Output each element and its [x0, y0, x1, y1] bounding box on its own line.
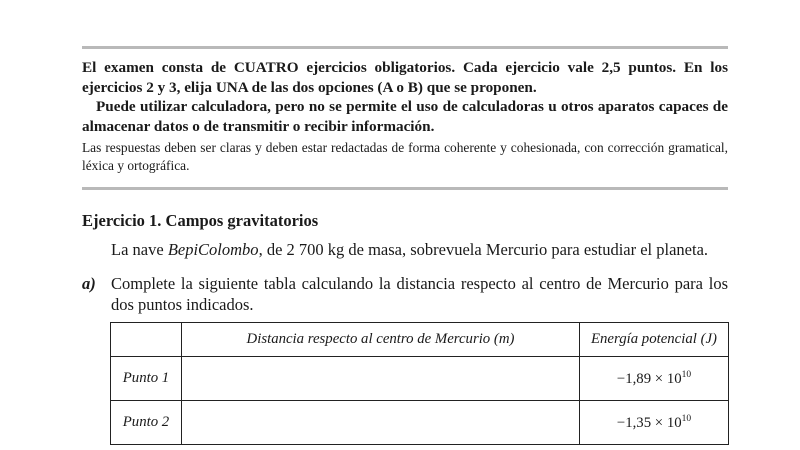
exam-instructions [82, 58, 728, 175]
row-label: Punto 2 [111, 401, 182, 445]
instructions-structure: El examen consta de CUATRO ejercicios obligatorios. Cada ejercicio vale 2,5 puntos. En los ejercicios 2 y 3, elija UNA de las dos opciones (A o B) que se proponen. [82, 59, 728, 96]
distance-cell [182, 357, 580, 401]
energy-exponent: 10 [681, 413, 692, 424]
energy-cell [580, 401, 729, 445]
intro-prefix: La nave [111, 240, 168, 259]
table-row [111, 357, 729, 401]
energy-exponent: 10 [681, 369, 692, 380]
instructions-calculator: Puede utilizar calculadora, pero no se permite el uso de calculadoras u otros aparatos capaces de almacenar datos o de transmitir o recibir información. [82, 98, 728, 135]
distance-cell [182, 401, 580, 445]
ship-name: BepiColombo [167, 240, 259, 259]
instructions-writing: Las respuestas deben ser claras y deben estar redactadas de forma coherente y cohesionada, con corrección gramatical, léxica y ortográfica. [82, 140, 728, 173]
top-divider [82, 46, 728, 49]
header-energy: Energía potencial (J) [580, 323, 729, 357]
energy-cell [580, 357, 729, 401]
energy-mantissa: −1,35 × 10 [616, 414, 682, 431]
table-header-row [111, 323, 729, 357]
exercise-intro [111, 240, 708, 260]
part-a-label: a) [82, 274, 96, 293]
header-distance: Distancia respecto al centro de Mercurio (m) [182, 323, 580, 357]
table-row [111, 401, 729, 445]
row-label: Punto 1 [111, 357, 182, 401]
intro-suffix: , de 2 700 kg de masa, sobrevuela Mercurio para estudiar el planeta. [258, 240, 709, 259]
part-a-text: Complete la siguiente tabla calculando la distancia respecto al centro de Mercurio para los dos puntos indicados. [111, 274, 728, 314]
exercise-title: Ejercicio 1. Campos gravitatorios [82, 211, 319, 230]
header-empty-cell [111, 323, 182, 357]
energy-mantissa: −1,89 × 10 [616, 370, 682, 387]
bottom-divider [82, 187, 728, 190]
data-table [110, 322, 729, 445]
part-a [82, 273, 728, 315]
